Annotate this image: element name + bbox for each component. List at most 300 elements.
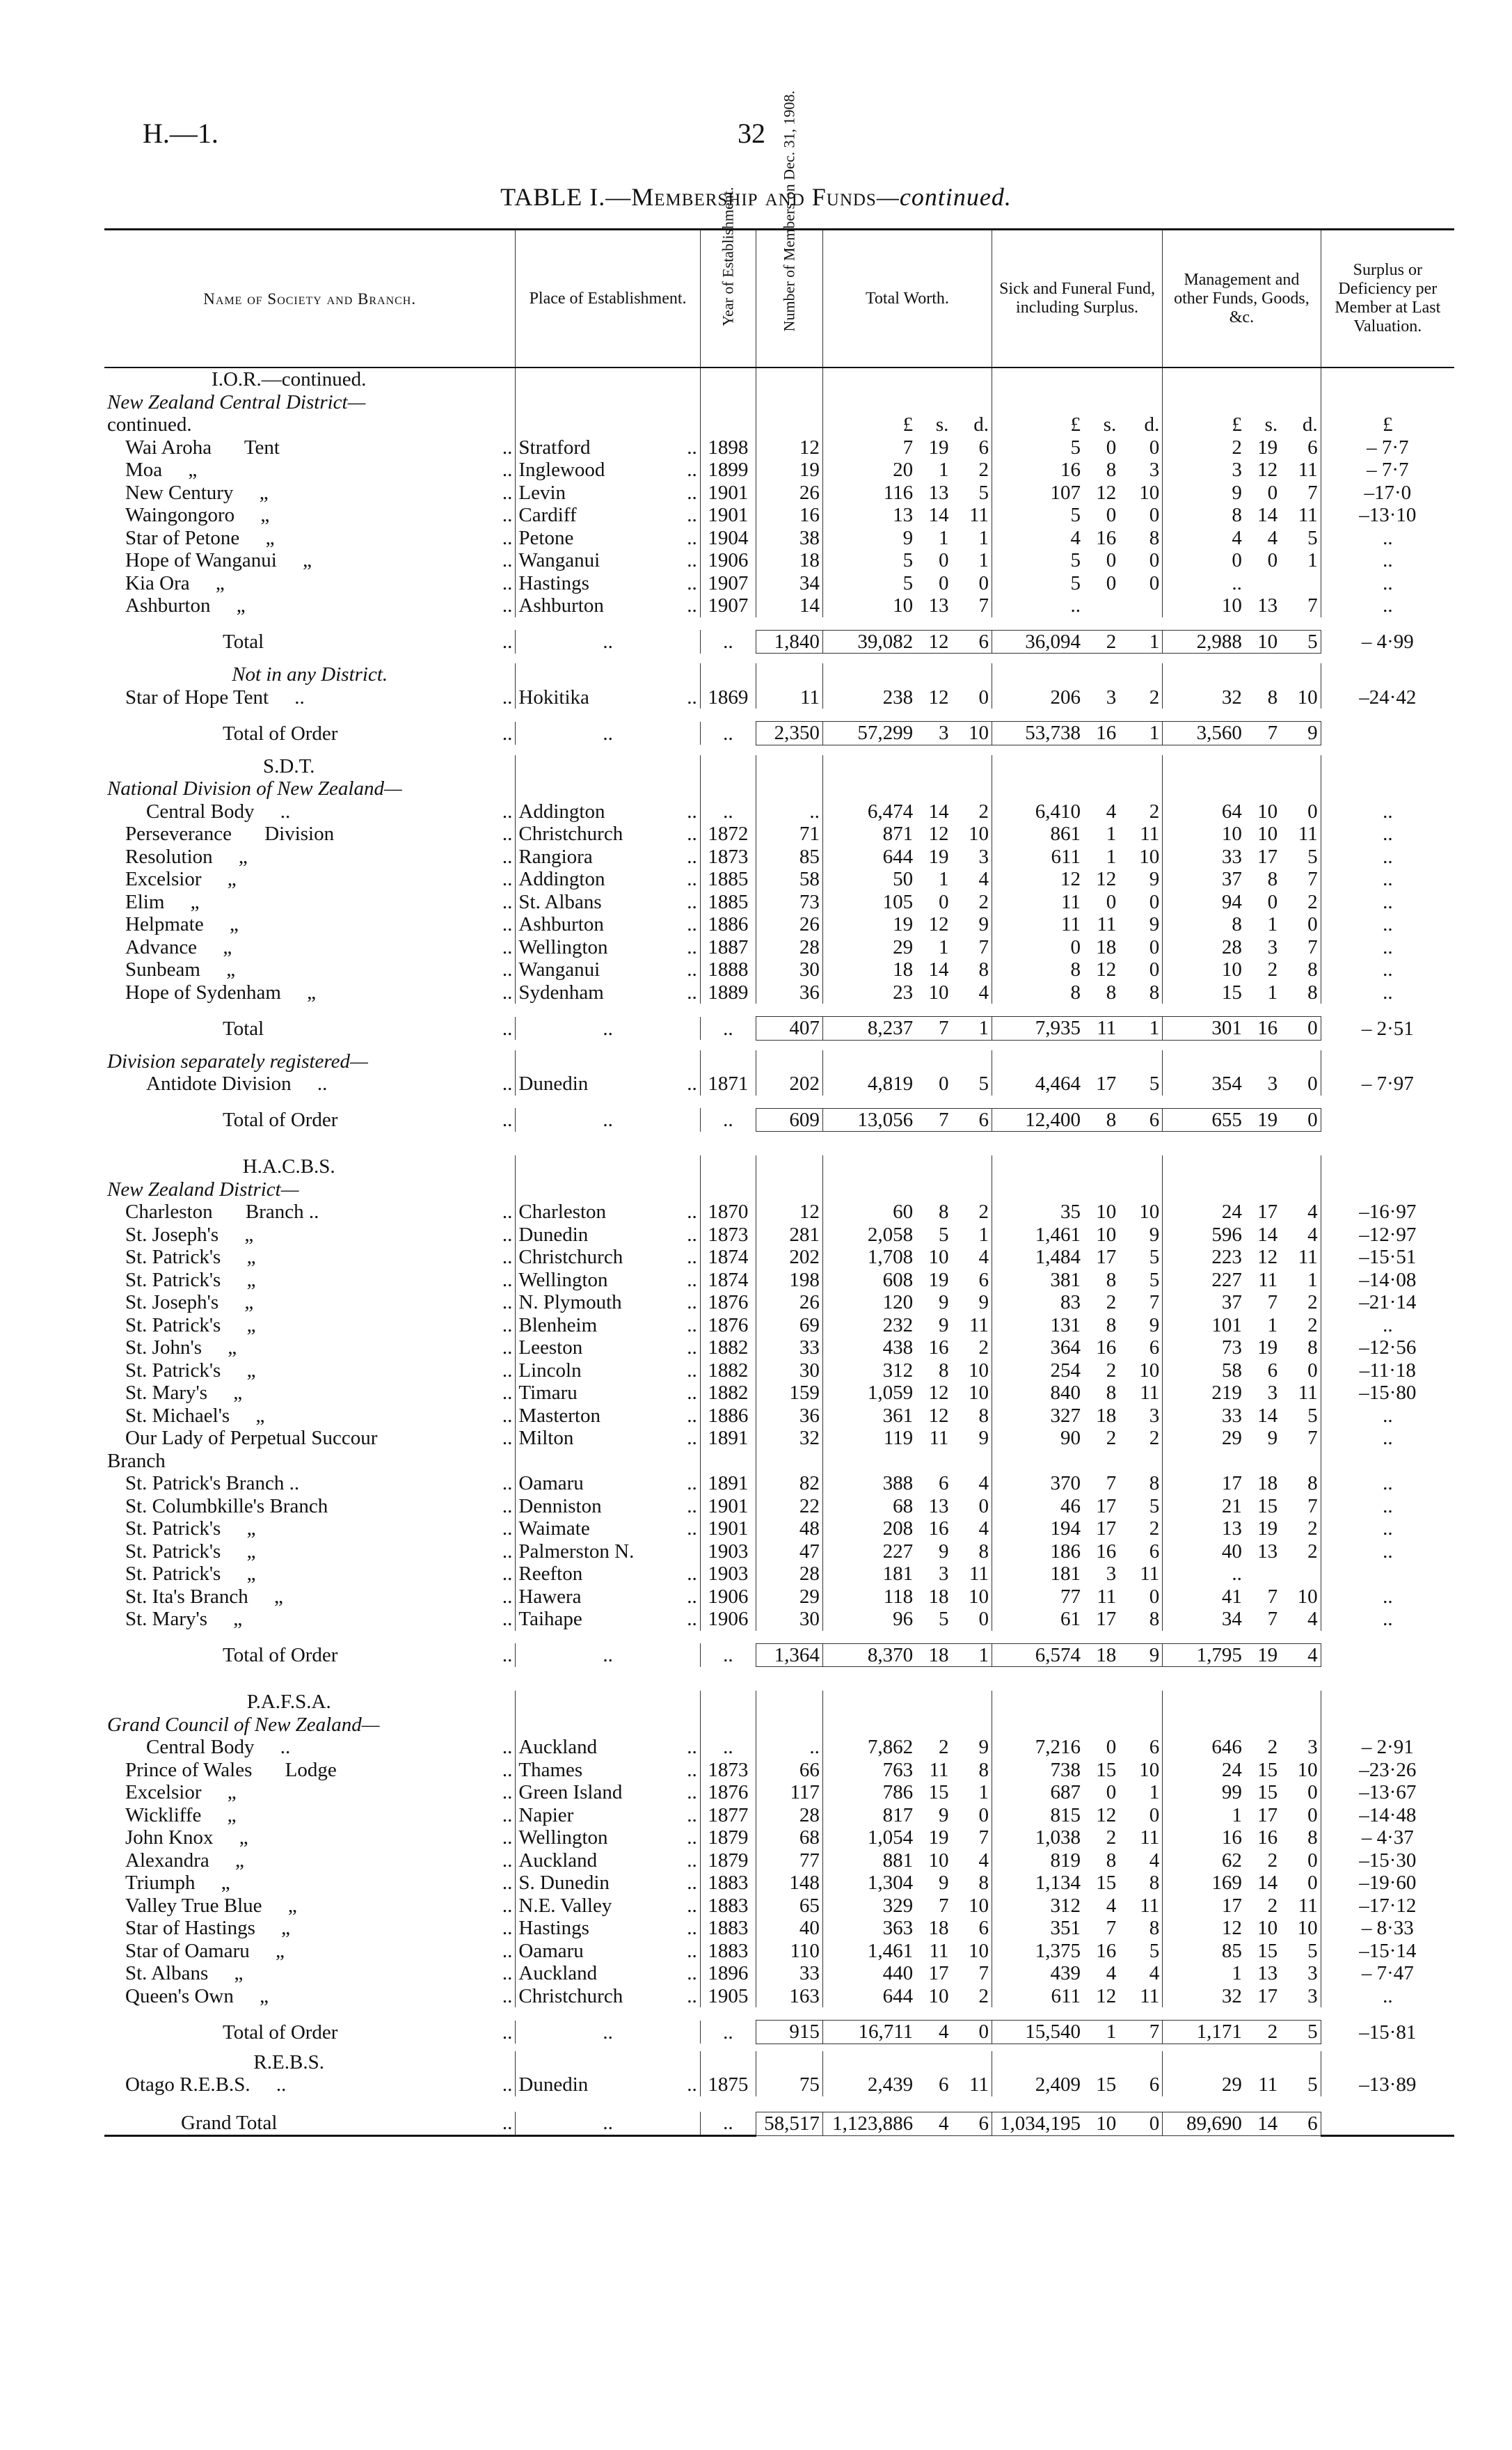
- name-text: St. Patrick's: [125, 1517, 221, 1540]
- spacer-cell: [104, 617, 1454, 631]
- col-mgmt-header: Management and other Funds, Goods, &c.: [1163, 230, 1321, 368]
- branch-name: [104, 1359, 516, 1382]
- sick-pounds: 53,738: [992, 722, 1083, 745]
- worth-pence: [951, 1178, 992, 1201]
- leader-dots: ..: [502, 913, 513, 935]
- surplus-cell: ..: [1321, 1540, 1454, 1563]
- branch-row: [104, 1224, 1454, 1247]
- place-cell: [516, 1849, 700, 1872]
- spacer-row: [104, 1040, 1454, 1050]
- mgmt-pence: 11: [1298, 1382, 1318, 1404]
- mgmt-shillings: 10: [1257, 823, 1278, 845]
- worth-pounds: [822, 663, 916, 686]
- members-cell: 14: [756, 594, 823, 617]
- place-text: Dunedin: [518, 1223, 589, 1246]
- leader-dots: ..: [502, 1109, 513, 1131]
- surplus-cell: –12·97: [1321, 1224, 1454, 1247]
- leader-dots: ..: [502, 504, 513, 526]
- leader-dots: ..: [502, 1201, 513, 1223]
- name-text: Resolution: [125, 845, 213, 868]
- year-cell: 1883: [700, 1895, 756, 1918]
- mgmt-pounds: [1163, 1178, 1245, 1201]
- society-name: H.A.C.B.S.: [242, 1155, 335, 1178]
- sick-pounds: [992, 1691, 1083, 1714]
- leader-dots: ..: [502, 1427, 513, 1449]
- branch-row: [104, 1314, 1454, 1337]
- sick-shillings: 10: [1096, 1201, 1117, 1223]
- sick-pounds: 840: [992, 1382, 1083, 1405]
- worth-pounds: 13: [822, 504, 916, 527]
- branch-row: [104, 846, 1454, 869]
- worth-shillings: 12: [928, 823, 949, 845]
- members-cell: 40: [756, 1917, 823, 1940]
- leader-dots: ..: [502, 1962, 513, 1984]
- total-label: [104, 2112, 516, 2135]
- sick-pence: 5: [1149, 1246, 1160, 1268]
- mgmt-pence: 6: [1280, 2112, 1321, 2135]
- leader-dots: ..: [502, 800, 513, 823]
- sick-pence: 1: [1119, 722, 1162, 745]
- district-name: Grand Council of New Zealand—: [107, 1713, 380, 1736]
- leader-dots: ..: [687, 1736, 697, 1758]
- worth-shillings: [916, 755, 951, 778]
- year-cell: 1873: [700, 1759, 756, 1782]
- mgmt-shillings: 14: [1257, 1872, 1278, 1894]
- worth-shillings: 7: [916, 1108, 951, 1132]
- branch-row: [104, 1940, 1454, 1963]
- worth-pence: [951, 777, 992, 800]
- sick-shillings: [1083, 594, 1119, 617]
- place-cell: [516, 1691, 700, 1714]
- leader-dots: ..: [687, 845, 697, 868]
- sick-pence: [1119, 368, 1162, 391]
- sick-pence: 7: [1149, 1291, 1160, 1313]
- col-year-header: Year of Establishment.: [700, 230, 756, 368]
- mgmt-shillings: 12: [1257, 459, 1278, 481]
- worth-pence: 6: [951, 2112, 992, 2135]
- branch-descriptor: ..: [275, 1736, 291, 1758]
- sick-pence: 1: [1149, 1781, 1160, 1803]
- branch-row: [104, 2073, 1454, 2096]
- surplus-cell: –12·56: [1321, 1336, 1454, 1359]
- worth-shillings: 14: [928, 958, 949, 981]
- sick-pounds: 83: [992, 1291, 1083, 1314]
- sick-pounds: 1,034,195: [992, 2112, 1083, 2135]
- year-cell: 1876: [700, 1781, 756, 1804]
- branch-name: [104, 891, 516, 914]
- mgmt-shillings: 2: [1267, 1894, 1278, 1917]
- leader-dots: ..: [502, 1336, 513, 1359]
- year-cell: 1887: [700, 936, 756, 959]
- members-cell: 58,517: [756, 2112, 823, 2135]
- leader-dots: ..: [502, 1494, 513, 1517]
- place-text: Milton: [518, 1427, 574, 1449]
- mgmt-pence: 4: [1307, 1201, 1318, 1223]
- place-text: Wanganui: [518, 549, 600, 571]
- sick-pounds: 1,038: [992, 1826, 1083, 1849]
- year-cell: 1886: [700, 1405, 756, 1428]
- branch-descriptor: „: [233, 845, 248, 868]
- leader-dots: ..: [502, 1291, 513, 1313]
- year-cell: 1907: [700, 572, 756, 595]
- sick-pence: 0: [1149, 890, 1160, 913]
- worth-pence: 10: [968, 1939, 989, 1962]
- mgmt-pence: 0: [1307, 1872, 1318, 1894]
- mgmt-pounds: 89,690: [1163, 2112, 1245, 2135]
- place-cell: [516, 1382, 700, 1405]
- branch-name: [104, 1382, 516, 1405]
- branch-row: [104, 936, 1454, 959]
- year-cell: 1883: [700, 1917, 756, 1940]
- sick-pounds: 364: [992, 1336, 1083, 1359]
- worth-pounds: 5: [822, 549, 916, 572]
- leader-dots: ..: [687, 504, 697, 526]
- name-text: Total of Order: [223, 1109, 338, 1131]
- sick-pounds: 2,409: [992, 2073, 1083, 2096]
- sick-pence: 9: [1149, 913, 1160, 935]
- place-text: Dunedin: [518, 1073, 589, 1095]
- mgmt-shillings: 2: [1267, 1736, 1278, 1758]
- branch-row: [104, 981, 1454, 1004]
- worth-pence: [951, 1155, 992, 1178]
- branch-name: [104, 1608, 516, 1631]
- surplus-cell: [1321, 1155, 1454, 1178]
- worth-shillings: 10: [928, 1849, 949, 1872]
- sick-pence: [1119, 1155, 1162, 1178]
- members-cell: 202: [756, 1246, 823, 1269]
- place-text: Charleston: [518, 1201, 607, 1223]
- mgmt-pence: [1280, 368, 1321, 391]
- place-cell: [516, 1962, 700, 1985]
- leader-dots: ..: [687, 913, 697, 935]
- branch-name: [104, 1962, 516, 1985]
- place-cell: [516, 391, 700, 414]
- mgmt-pounds: 17: [1163, 1895, 1245, 1918]
- branch-descriptor: „: [254, 481, 269, 504]
- mgmt-pence: 5: [1307, 2073, 1318, 2096]
- place-text: Reefton: [518, 1563, 583, 1585]
- name-text: Elim: [125, 890, 165, 913]
- mgmt-pounds: 64: [1163, 800, 1245, 823]
- place-cell: [516, 1201, 700, 1224]
- mgmt-pounds: 9: [1163, 482, 1245, 505]
- worth-pence: 6: [978, 436, 989, 459]
- leader-dots: ..: [687, 1781, 697, 1803]
- mgmt-pounds: 94: [1163, 891, 1245, 914]
- place-cell: [516, 1108, 700, 1132]
- name-text: Excelsior: [125, 1781, 202, 1803]
- branch-name-cont: Branch: [107, 1449, 166, 1472]
- mgmt-pence: 9: [1280, 722, 1321, 745]
- district-heading-row: [104, 777, 1454, 800]
- leader-dots: ..: [502, 868, 513, 890]
- surplus-cell: [1321, 663, 1454, 686]
- branch-name: [104, 2073, 516, 2096]
- society-heading-row: [104, 1155, 1454, 1178]
- worth-pence: 1: [951, 1643, 992, 1667]
- leader-dots: ..: [687, 526, 697, 549]
- name-text: Wickliffe: [125, 1803, 202, 1826]
- place-text: Leeston: [518, 1336, 583, 1359]
- worth-shillings: 4: [916, 2112, 951, 2135]
- sick-shillings: [1083, 1155, 1119, 1178]
- members-cell: 77: [756, 1849, 823, 1872]
- leader-dots: ..: [687, 823, 697, 845]
- branch-name: [104, 913, 516, 936]
- leader-dots: ..: [687, 549, 697, 571]
- members-cell: [756, 391, 823, 414]
- mgmt-shillings: 1: [1267, 981, 1278, 1004]
- mgmt-shillings: 15: [1257, 1758, 1278, 1781]
- worth-shillings: [916, 1178, 951, 1201]
- sick-pounds: 738: [992, 1759, 1083, 1782]
- place-cell: [516, 868, 700, 891]
- col-sick-header: Sick and Funeral Fund, including Surplus.: [992, 230, 1162, 368]
- spacer-cell: [104, 2044, 1454, 2051]
- place-text: S. Dunedin: [518, 1872, 610, 1894]
- worth-shillings: 0: [938, 549, 949, 571]
- branch-row: [104, 1517, 1454, 1540]
- sick-pounds: 4,464: [992, 1073, 1083, 1096]
- leader-dots: ..: [502, 631, 513, 653]
- year-cell: 1906: [700, 1608, 756, 1631]
- sick-pence: 0: [1149, 571, 1160, 594]
- year-cell: 1904: [700, 527, 756, 550]
- members-cell: ..: [756, 1736, 823, 1759]
- name-text: Hope of Wanganui: [125, 549, 277, 571]
- surplus-cell: ..: [1321, 1608, 1454, 1631]
- worth-shillings: [916, 368, 951, 391]
- branch-descriptor: „: [222, 1803, 237, 1826]
- members-cell: 28: [756, 1563, 823, 1586]
- mgmt-shillings: 14: [1245, 2112, 1280, 2135]
- worth-shillings: 0: [938, 1073, 949, 1095]
- worth-shillings: 18: [916, 1643, 951, 1667]
- worth-pence: 2: [978, 1201, 989, 1223]
- name-text: Helpmate: [125, 913, 204, 935]
- mgmt-shillings: 18: [1257, 1472, 1278, 1494]
- place-cell: [516, 1017, 700, 1041]
- worth-pence: 0: [978, 1494, 989, 1517]
- worth-shillings: 14: [928, 504, 949, 526]
- sick-pounds: 12: [992, 868, 1083, 891]
- mgmt-unit-s: s.: [1264, 413, 1278, 436]
- worth-pence: 7: [978, 935, 989, 958]
- sick-shillings: [1083, 755, 1119, 778]
- sick-pounds: [992, 777, 1083, 800]
- branch-descriptor: „: [210, 571, 225, 594]
- leader-dots: ..: [687, 1917, 697, 1939]
- worth-pence: [951, 1714, 992, 1737]
- surplus-cell: – 7·47: [1321, 1962, 1454, 1985]
- mgmt-pence: 7: [1307, 594, 1318, 617]
- mgmt-pence: 0: [1307, 1849, 1318, 1872]
- title-caps: Membership and Funds: [631, 183, 877, 211]
- worth-pence: 1: [978, 1781, 989, 1803]
- surplus-cell: ..: [1321, 936, 1454, 959]
- branch-descriptor: Lodge: [280, 1758, 337, 1781]
- society-heading-row: [104, 2051, 1454, 2074]
- name-text: Otago R.E.B.S.: [125, 2073, 250, 2096]
- year-cell: 1896: [700, 1962, 756, 1985]
- year-cell: ..: [700, 2112, 756, 2135]
- mgmt-shillings: 16: [1245, 1017, 1280, 1041]
- worth-pounds: [822, 1450, 916, 1473]
- branch-descriptor: „: [301, 981, 317, 1004]
- branch-descriptor: „: [230, 1849, 244, 1872]
- spacer-row: [104, 617, 1454, 631]
- worth-shillings: [916, 1714, 951, 1737]
- place-cell: [516, 1759, 700, 1782]
- members-cell: 198: [756, 1269, 823, 1292]
- leader-dots: ..: [687, 436, 697, 459]
- worth-shillings: [916, 1691, 951, 1714]
- branch-name: [104, 504, 516, 527]
- leader-dots: ..: [502, 1803, 513, 1826]
- surplus-cell: ..: [1321, 1495, 1454, 1518]
- mgmt-shillings: [1245, 777, 1280, 800]
- surplus-cell: –16·97: [1321, 1201, 1454, 1224]
- worth-shillings: 4: [916, 2021, 951, 2044]
- mgmt-pounds: 29: [1163, 2073, 1245, 2096]
- place-cell: [516, 1608, 700, 1631]
- mgmt-pounds: 24: [1163, 1201, 1245, 1224]
- sick-shillings: 0: [1106, 436, 1117, 459]
- spacer-row: [104, 745, 1454, 755]
- spacer-cell: [104, 1040, 1454, 1050]
- worth-pence: 4: [978, 1472, 989, 1494]
- sick-pence: 1: [1119, 1017, 1162, 1041]
- sick-pounds: 312: [992, 1895, 1083, 1918]
- worth-pounds: 817: [822, 1804, 916, 1827]
- year-cell: 1901: [700, 504, 756, 527]
- spacer-cell: [104, 709, 1454, 722]
- mgmt-pounds: 219: [1163, 1382, 1245, 1405]
- sick-pence: 8: [1149, 1872, 1160, 1894]
- place-text: Cardiff: [518, 504, 577, 526]
- year-cell: 1907: [700, 594, 756, 617]
- mgmt-pence: 2: [1307, 890, 1318, 913]
- worth-shillings: [916, 663, 951, 686]
- name-text: St. Columbkille's Branch: [125, 1494, 328, 1517]
- name-text: Kia Ora: [125, 571, 190, 594]
- sick-pounds: ..: [992, 594, 1083, 617]
- members-cell: 117: [756, 1781, 823, 1804]
- total-row: [104, 1017, 1454, 1041]
- worth-pence: 8: [978, 1540, 989, 1563]
- sick-shillings: 12: [1096, 1803, 1117, 1826]
- sick-shillings: 16: [1096, 1939, 1117, 1962]
- sick-shillings: 0: [1106, 571, 1117, 594]
- sick-shillings: [1083, 1050, 1119, 1073]
- year-cell: ..: [700, 1643, 756, 1667]
- title-prefix: TABLE I.—: [500, 183, 632, 211]
- leader-dots: ..: [687, 1472, 697, 1494]
- sick-pence: 9: [1149, 1223, 1160, 1246]
- worth-shillings: 11: [929, 1758, 949, 1781]
- sick-shillings: 0: [1106, 1781, 1117, 1803]
- mgmt-pounds: 4: [1163, 527, 1245, 550]
- surplus-cell: [1321, 1691, 1454, 1714]
- place-cell: [516, 1359, 700, 1382]
- sick-pounds: [992, 1155, 1083, 1178]
- spacer-cell: [104, 2007, 1454, 2021]
- mgmt-shillings: 3: [1267, 935, 1278, 958]
- place-cell: [516, 1540, 700, 1563]
- worth-shillings: 14: [928, 800, 949, 823]
- year-cell: [700, 1691, 756, 1714]
- sick-pence: 4: [1149, 1849, 1160, 1872]
- sick-pence: 0: [1149, 504, 1160, 526]
- worth-pence: 6: [951, 1108, 992, 1132]
- worth-shillings: [916, 1450, 951, 1473]
- place-cell: [516, 630, 700, 654]
- worth-shillings: 10: [928, 981, 949, 1004]
- branch-descriptor: „: [282, 1894, 297, 1917]
- mgmt-shillings: [1245, 368, 1280, 391]
- mgmt-shillings: [1245, 1155, 1280, 1178]
- name-text: Prince of Wales: [125, 1758, 253, 1781]
- branch-row: [104, 800, 1454, 823]
- mgmt-pounds: 28: [1163, 936, 1245, 959]
- surplus-cell: [1321, 777, 1454, 800]
- name-text: Waingongoro: [125, 504, 235, 526]
- surplus-cell: ..: [1321, 549, 1454, 572]
- surplus-cell: – 8·33: [1321, 1917, 1454, 1940]
- total-label: [104, 630, 516, 654]
- members-cell: 915: [756, 2021, 823, 2044]
- sick-unit-d: d.: [1144, 413, 1160, 436]
- surplus-cell: – 4·37: [1321, 1826, 1454, 1849]
- branch-descriptor: „: [218, 935, 232, 958]
- worth-shillings: 11: [929, 1939, 949, 1962]
- year-cell: 1874: [700, 1269, 756, 1292]
- sick-pounds: 11: [992, 913, 1083, 936]
- worth-shillings: 12: [928, 686, 949, 709]
- name-text: St. Mary's: [125, 1382, 208, 1404]
- place-text: ..: [603, 2112, 613, 2134]
- place-cell: [516, 1804, 700, 1827]
- worth-pence: 0: [978, 1608, 989, 1630]
- leader-dots: ..: [502, 526, 513, 549]
- mgmt-pence: 7: [1307, 868, 1318, 890]
- mgmt-pence: 11: [1298, 823, 1318, 845]
- worth-pounds: [822, 1155, 916, 1178]
- worth-shillings: 19: [928, 436, 949, 459]
- branch-name: [104, 1291, 516, 1314]
- worth-shillings: 9: [938, 1291, 949, 1313]
- sick-pounds: 5: [992, 549, 1083, 572]
- name-text: Advance: [125, 935, 198, 958]
- worth-pounds: 238: [822, 686, 916, 709]
- members-cell: 32: [756, 1427, 823, 1450]
- mgmt-shillings: 13: [1257, 594, 1278, 617]
- total-label: [104, 1017, 516, 1041]
- spacer-row: [104, 1667, 1454, 1691]
- sick-pence: 7: [1119, 2021, 1162, 2044]
- place-text: Auckland: [518, 1736, 598, 1758]
- worth-pence: 10: [968, 1382, 989, 1404]
- worth-pounds: 1,461: [822, 1940, 916, 1963]
- mgmt-shillings: 7: [1267, 1291, 1278, 1313]
- mgmt-shillings: [1245, 1178, 1280, 1201]
- mgmt-pounds: 3: [1163, 459, 1245, 482]
- name-text: Valley True Blue: [125, 1894, 262, 1917]
- leader-dots: ..: [502, 1608, 513, 1630]
- members-cell: 33: [756, 1336, 823, 1359]
- sick-shillings: 4: [1106, 1962, 1117, 1984]
- sick-pence: 8: [1149, 1917, 1160, 1939]
